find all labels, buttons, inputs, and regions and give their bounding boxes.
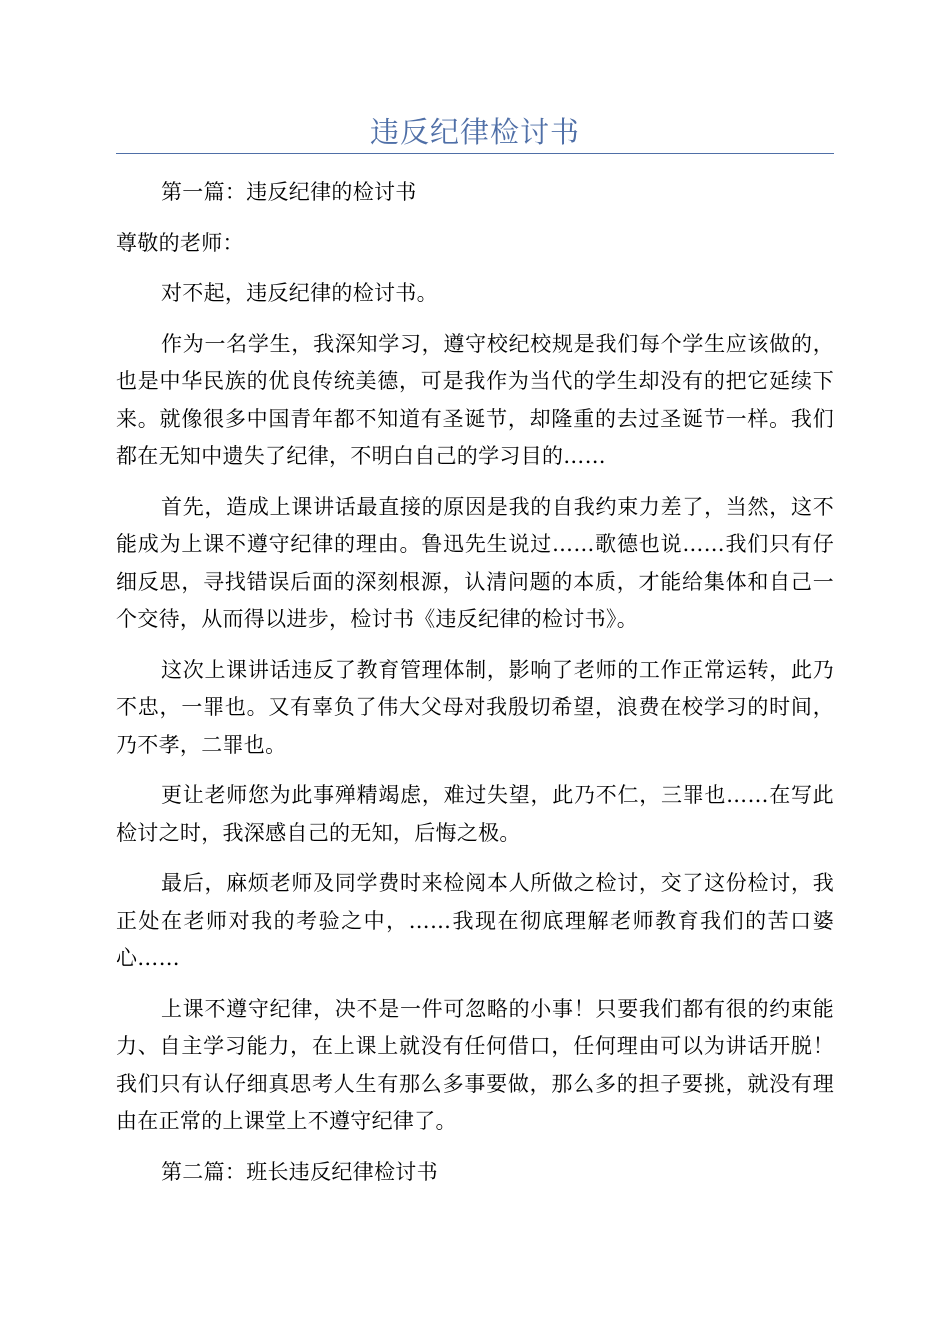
salutation: 尊敬的老师： <box>116 230 244 255</box>
body-paragraph: 这次上课讲话违反了教育管理体制，影响了老师的工作正常运转，此乃不忠，一罪也。又有辜负了伟大父母对我殷切希望，浪费在校学习的时间，乃不孝，二罪也。 <box>116 657 834 757</box>
document-body <box>116 174 834 1204</box>
title-underline <box>116 153 834 154</box>
body-paragraph: 更让老师您为此事殚精竭虑，难过失望，此乃不仁，三罪也……在写此检讨之时，我深感自己的无知，后悔之极。 <box>116 783 834 845</box>
section-heading-1: 第一篇：违反纪律的检讨书 <box>161 180 417 204</box>
document-title: 违反纪律检讨书 <box>369 115 580 149</box>
body-paragraph: 作为一名学生，我深知学习，遵守校纪校规是我们每个学生应该做的，也是中华民族的优良传统美德，可是我作为当代的学生却没有的把它延续下来。就像很多中国青年都不知道有圣诞节，却隆重的去过圣诞节一样。我们都在无知中遗失了纪律，不明白自己的学习目的…… <box>116 331 834 468</box>
body-paragraph: 最后，麻烦老师及同学费时来检阅本人所做之检讨，交了这份检讨，我正处在老师对我的考验之中，……我现在彻底理解老师教育我们的苦口婆心…… <box>116 871 834 970</box>
body-paragraph: 对不起，违反纪律的检讨书。 <box>161 281 438 305</box>
section-heading-2: 第二篇：班长违反纪律检讨书 <box>161 1159 438 1184</box>
body-paragraph: 上课不遵守纪律，决不是一件可忽略的小事！只要我们都有很的约束能力、自主学习能力，在上课上就没有任何借口，任何理由可以为讲话开脱！我们只有认仔细真思考人生有那么多事要做，那么多的担子要挑，就没有理由在正常的上课堂上不遵守纪律了。 <box>116 996 834 1133</box>
body-paragraph: 首先，造成上课讲话最直接的原因是我的自我约束力差了，当然，这不能成为上课不遵守纪律的理由。鲁迅先生说过……歌德也说……我们只有仔细反思，寻找错误后面的深刻根源，认清问题的本质，才能给集体和自己一个交待，从而得以进步，检讨书《违反纪律的检讨书》。 <box>116 494 834 631</box>
